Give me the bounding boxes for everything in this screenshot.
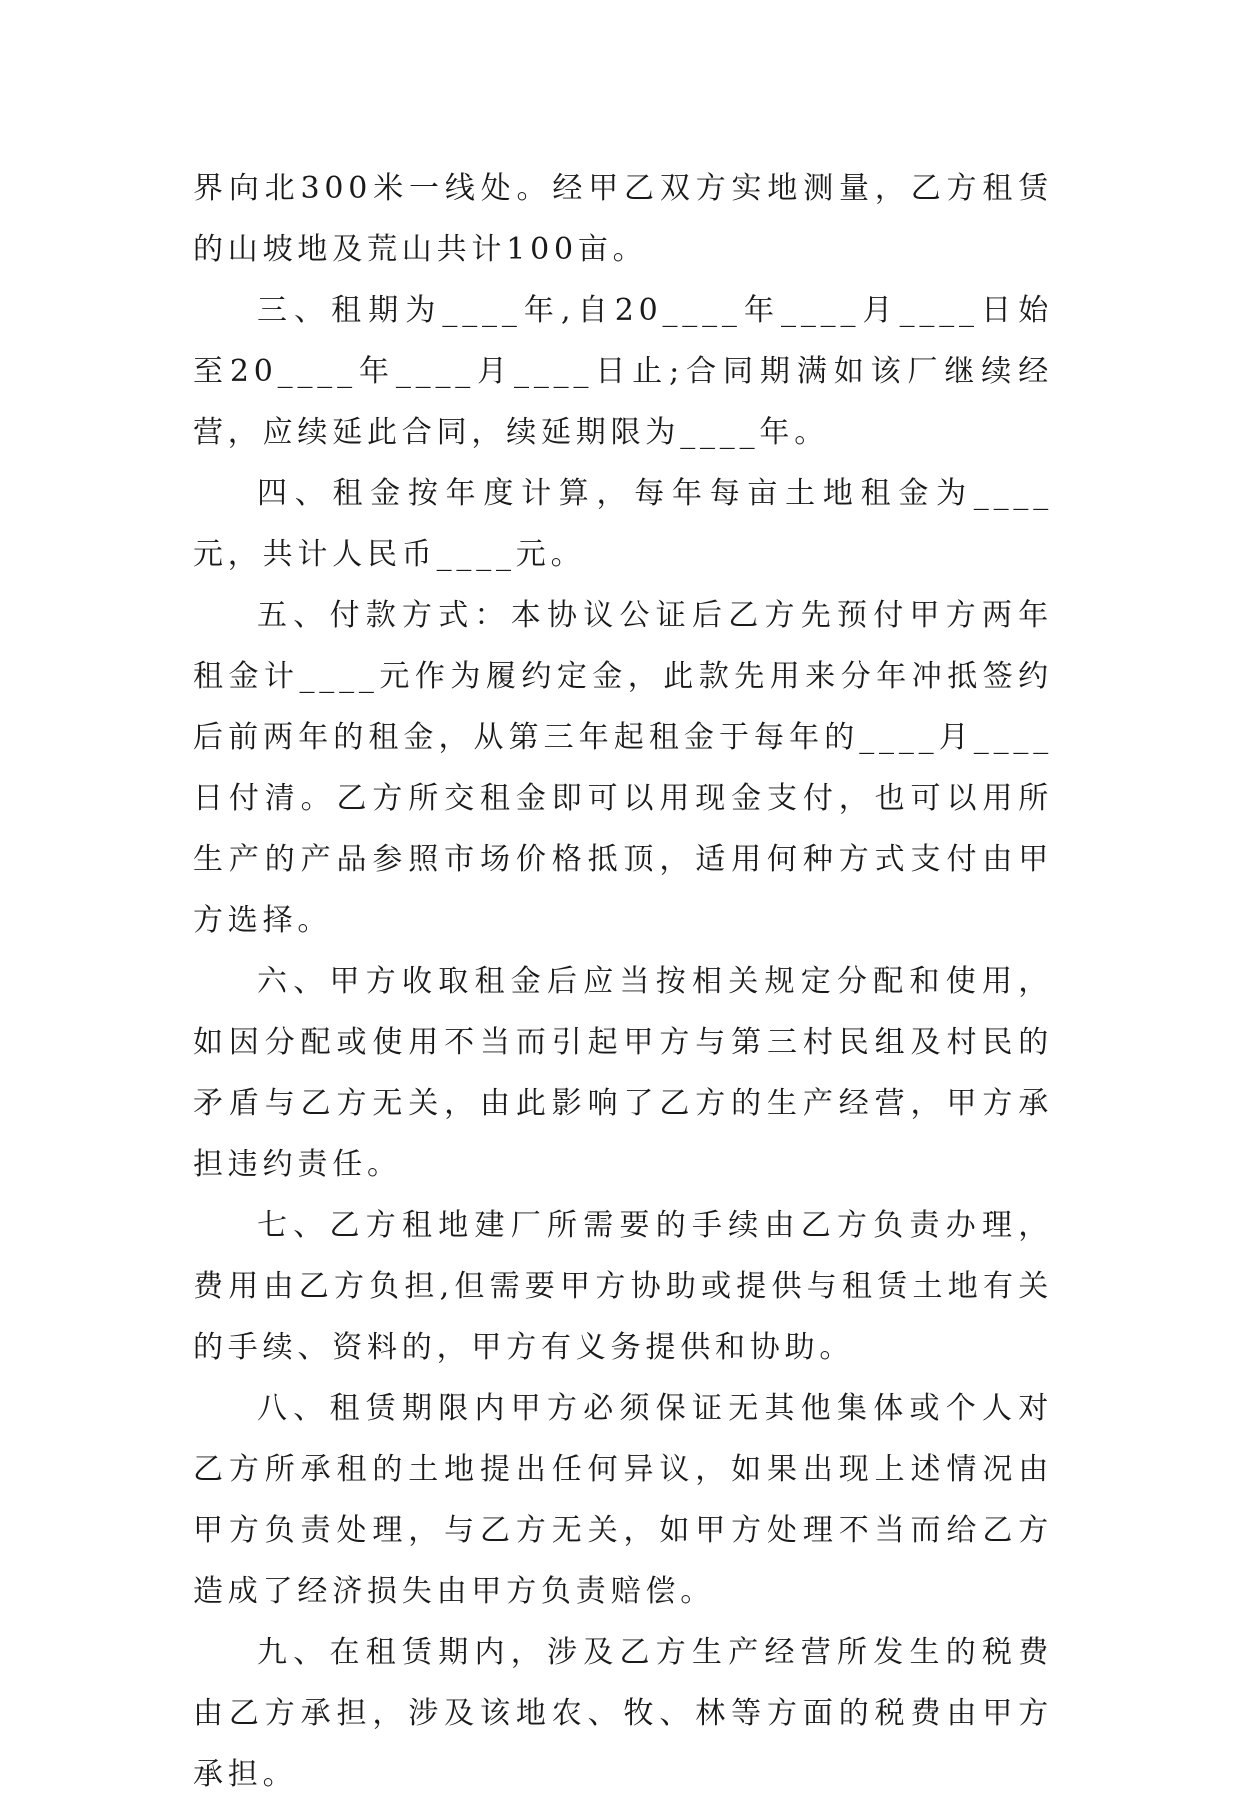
paragraph-continued-boundary: 界向北300米一线处。经甲乙双方实地测量，乙方租赁的山坡地及荒山共计100亩。 — [193, 171, 1053, 267]
paragraph-clause-6-rent-usage: 六、甲方收取租金后应当按相关规定分配和使用，如因分配或使用不当而引起甲方与第三村民组及村民的矛盾与乙方无关，由此影响了乙方的生产经营，甲方承担违约责任。 — [193, 964, 1053, 1182]
paragraph-clause-4-rent: 四、租金按年度计算，每年每亩土地租金为____元，共计人民币____元。 — [193, 476, 1053, 572]
paragraph-clause-7-procedures: 七、乙方租地建厂所需要的手续由乙方负责办理，费用由乙方负担,但需要甲方协助或提供与租赁土地有关的手续、资料的，甲方有义务提供和协助。 — [193, 1208, 1053, 1365]
document-body — [193, 158, 1053, 1805]
paragraph-clause-8-objections: 八、租赁期限内甲方必须保证无其他集体或个人对乙方所承租的土地提出任何异议，如果出现上述情况由甲方负责处理，与乙方无关，如甲方处理不当而给乙方造成了经济损失由甲方负责赔偿。 — [193, 1391, 1053, 1609]
paragraph-clause-5-payment: 五、付款方式：本协议公证后乙方先预付甲方两年租金计____元作为履约定金，此款先用来分年冲抵签约后前两年的租金，从第三年起租金于每年的____月____日付清。乙方所交租金即可以用现金支付，也可以用所生产的产品参照市场价格抵顶，适用何种方式支付由甲方选择。 — [193, 598, 1053, 938]
paragraph-clause-3-term: 三、租期为____年,自20____年____月____日始至20____年____月____日止;合同期满如该厂继续经营，应续延此合同，续延期限为____年。 — [193, 293, 1053, 450]
paragraph-clause-9-taxes: 九、在租赁期内，涉及乙方生产经营所发生的税费由乙方承担，涉及该地农、牧、林等方面的税费由甲方承担。 — [193, 1635, 1053, 1792]
